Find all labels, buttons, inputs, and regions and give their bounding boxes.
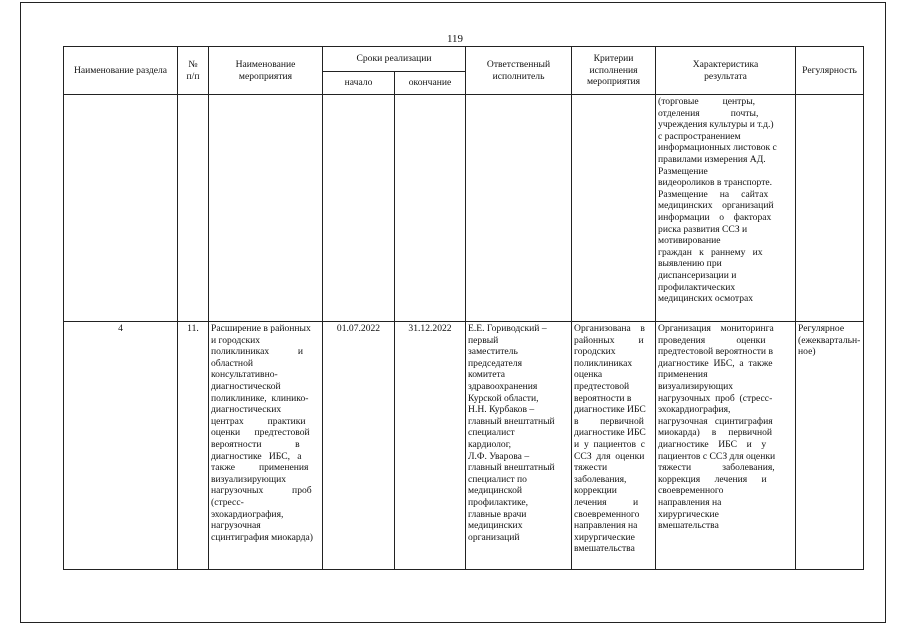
cell-start-empty (323, 95, 395, 322)
page-number: 119 (446, 33, 464, 45)
header-regularity: Регулярность (796, 47, 864, 95)
page-frame-bottom (20, 622, 886, 623)
cell-section: 4 (64, 322, 178, 570)
cell-regularity: Регулярное (ежеквартальн- ное) (796, 322, 864, 570)
cell-criteria: Организована в районных и городских поликлиниках оценка предтестовой вероятности в диагностике ИБС в первичной диагностике ИБС и у пациентов с ССЗ для оценки тяжести заболевания, коррекции лечения и своевременного направления на хирургические вмешательства (572, 322, 656, 570)
cell-regularity-empty (796, 95, 864, 322)
header-terms: Сроки реализации (323, 47, 466, 72)
table-row (64, 322, 864, 570)
cell-end-empty (395, 95, 466, 322)
header-start: начало (323, 72, 395, 95)
cell-section-empty (64, 95, 178, 322)
cell-result: Организация мониторинга проведения оценки предтестовой вероятности в диагностике ИБС, а также применения визуализирующих нагрузочных проб (стресс- эхокардиография, нагрузочная сцинтиграфия миокарда) в первичной диагностике ИБС и у пациентов с ССЗ для оценки тяжести заболевания, коррекция лечения и своевременного направления на хирургические вмешательства (656, 322, 796, 570)
cell-event-empty (209, 95, 323, 322)
cell-executor-empty (466, 95, 572, 322)
cell-start: 01.07.2022 (323, 322, 395, 570)
header-number: № п/п (178, 47, 209, 95)
page-frame-left (20, 2, 21, 622)
header-criteria: Критерии исполнения мероприятия (572, 47, 656, 95)
cell-number: 11. (178, 322, 209, 570)
cell-end: 31.12.2022 (395, 322, 466, 570)
header-row-1 (64, 47, 864, 72)
page-frame-right (885, 2, 886, 622)
cell-event: Расширение в районных и городских поликлиниках и областной консультативно- диагностической поликлинике, клинико- диагностических центрах практики оценки предтестовой вероятности в диагностике ИБС, а также применения визуализирующих нагрузочных проб (стресс- эхокардиография, нагрузочная сцинтиграфия миокарда) (209, 322, 323, 570)
table-row-continuation (64, 95, 864, 322)
header-end: окончание (395, 72, 466, 95)
header-section: Наименование раздела (64, 47, 178, 95)
header-event: Наименование мероприятия (209, 47, 323, 95)
cell-criteria-empty (572, 95, 656, 322)
header-executor: Ответственный исполнитель (466, 47, 572, 95)
cell-number-empty (178, 95, 209, 322)
header-result: Характеристика результата (656, 47, 796, 95)
plan-table (63, 46, 864, 570)
cell-executor: Е.Е. Гориводский – первый заместитель председателя комитета здравоохранения Курской области, Н.Н. Курбаков – главный внештатный специалист кардиолог, Л.Ф. Уварова – главный внештатный специалист по медицинской профилактике, главные врачи медицинских организаций (466, 322, 572, 570)
cell-result-continued: (торговые центры, отделения почты, учреждения культуры и т.д.) с распространением информационных листовок с правилами измерения АД. Размещение видеороликов в транспорте. Размещение на сайтах медицинских организаций информации о факторах риска развития ССЗ и мотивирование граждан к раннему их выявлению при диспансеризации и профилактических медицинских осмотрах (656, 95, 796, 322)
page-frame-top (20, 2, 885, 3)
